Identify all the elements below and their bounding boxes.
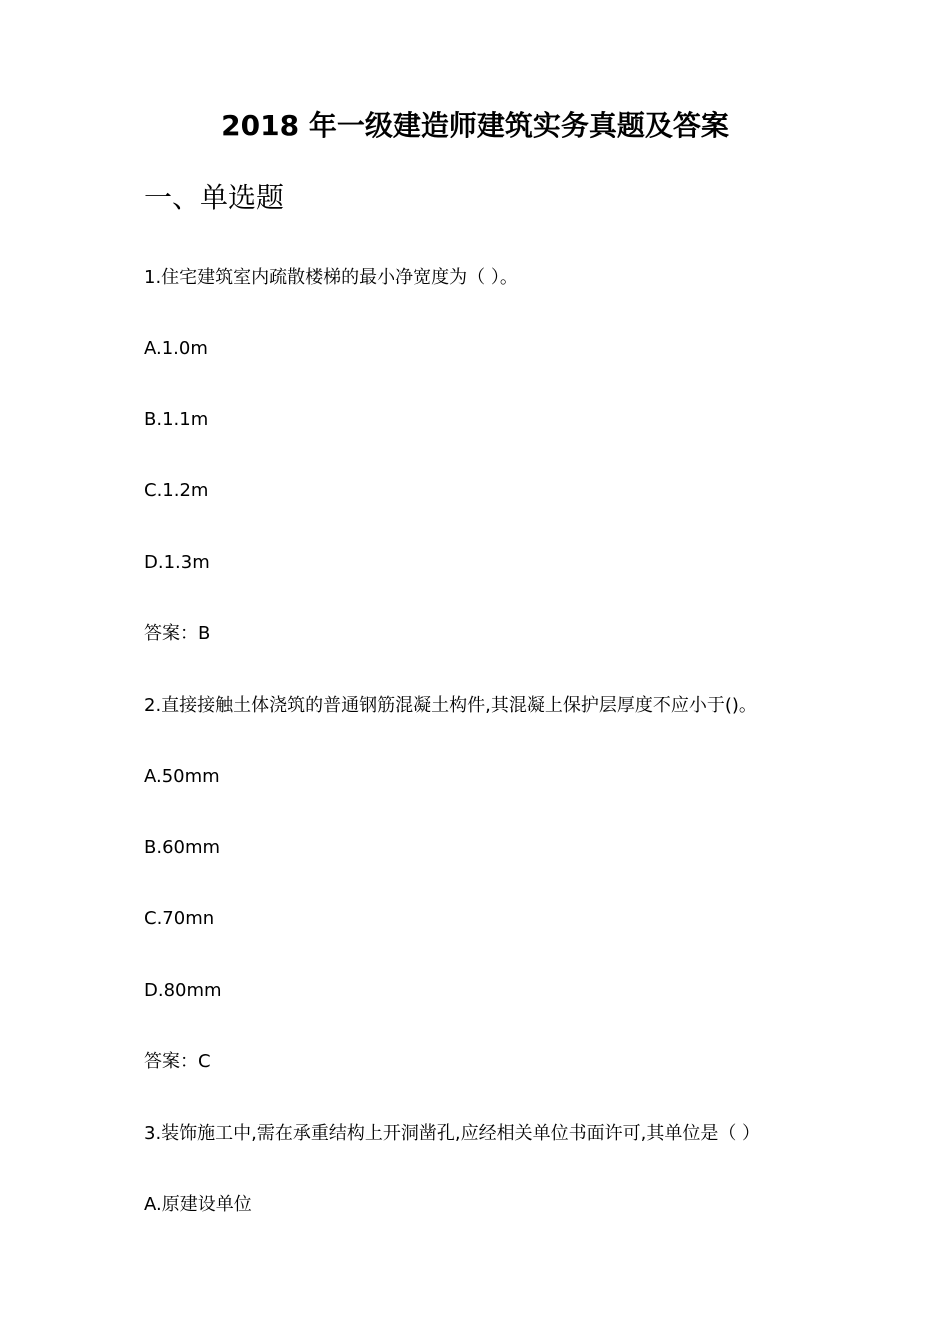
question-option: D.80mm	[144, 980, 222, 1001]
question-option: A.原建设单位	[144, 1194, 252, 1215]
question-option: A.1.0m	[144, 338, 208, 359]
section-heading: 一、单选题	[144, 181, 285, 214]
question-stem: 2.直接接触土体浇筑的普通钢筋混凝土构件,其混凝上保护层厚度不应小于()。	[144, 695, 757, 716]
question-stem: 1.住宅建筑室内疏散楼梯的最小净宽度为（ ）。	[144, 267, 518, 288]
question-option: A.50mm	[144, 766, 220, 787]
document-title: 2018 年一级建造师建筑实务真题及答案	[221, 109, 729, 142]
question-option: B.1.1m	[144, 409, 209, 430]
question-answer: 答案：C	[144, 1051, 211, 1072]
question-option: C.1.2m	[144, 480, 209, 501]
question-option: D.1.3m	[144, 552, 210, 573]
question-stem: 3.装饰施工中,需在承重结构上开洞凿孔,应经相关单位书面许可,其单位是（ ）	[144, 1123, 761, 1144]
question-option: C.70mn	[144, 908, 215, 929]
question-option: B.60mm	[144, 837, 221, 858]
question-answer: 答案：B	[144, 623, 211, 644]
